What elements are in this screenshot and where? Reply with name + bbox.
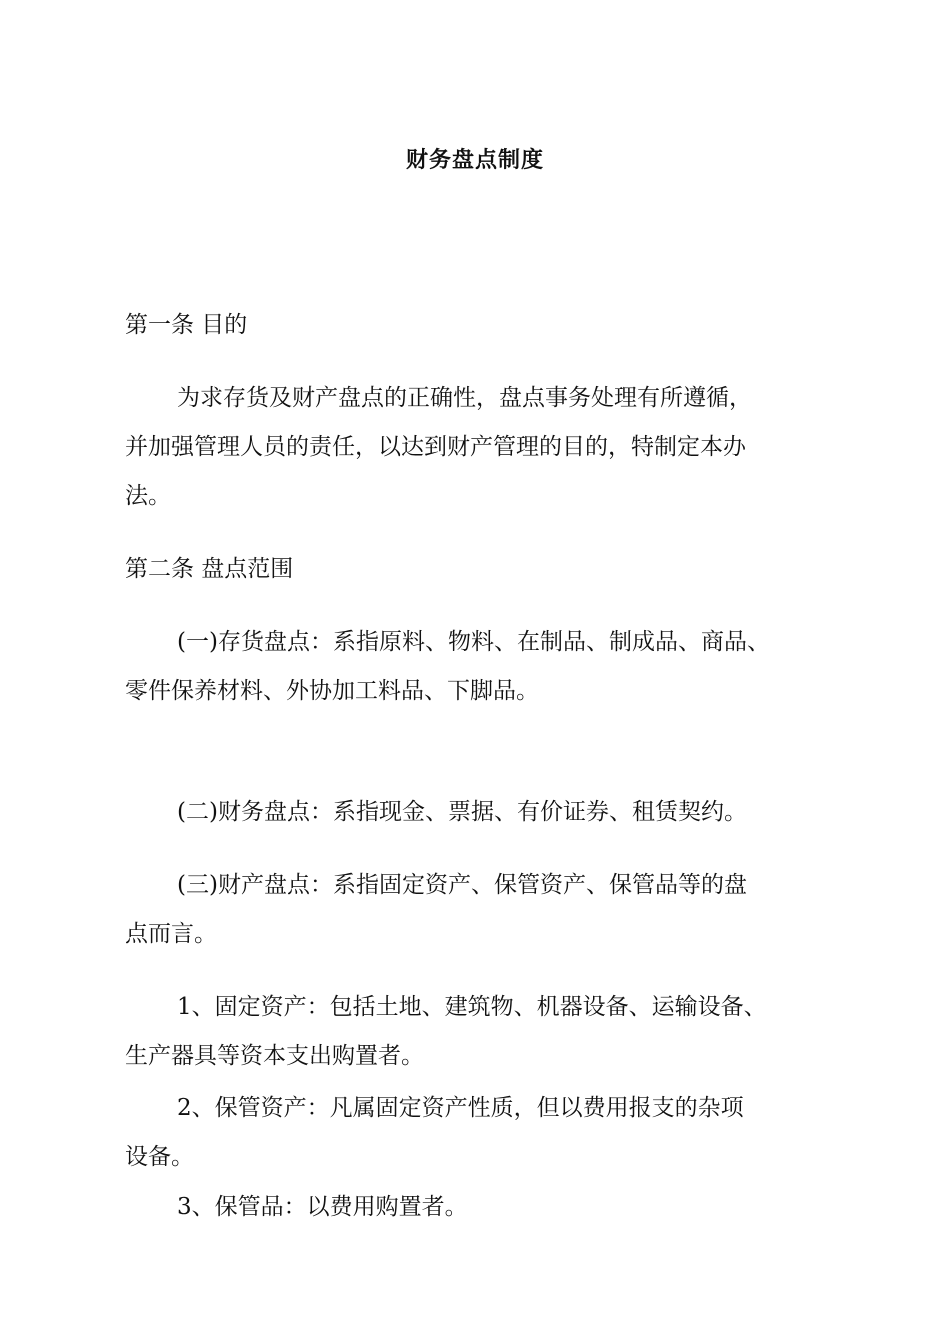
article-1-text-line-3: 法。 [125,483,171,509]
fixed-assets-line-1: 1、固定资产：包括土地、建筑物、机器设备、运输设备、 [177,994,767,1020]
property-count-line-1: (三)财产盘点：系指固定资产、保管资产、保管品等的盘 [177,872,747,898]
fixed-assets-line-2: 生产器具等资本支出购置者。 [125,1043,424,1069]
article-1-text-line-1: 为求存货及财产盘点的正确性，盘点事务处理有所遵循， [177,385,752,411]
financial-count-line: (二)财务盘点：系指现金、票据、有价证券、租赁契约。 [177,799,747,825]
custody-assets-line-1: 2、保管资产：凡属固定资产性质，但以费用报支的杂项 [177,1095,744,1121]
article-1-heading: 第一条 目的 [125,312,248,338]
custody-items-line: 3、保管品：以费用购置者。 [177,1194,468,1220]
inventory-count-line-2: 零件保养材料、外协加工料品、下脚品。 [125,678,539,704]
article-2-heading: 第二条 盘点范围 [125,556,294,582]
article-1-text-line-2: 并加强管理人员的责任，以达到财产管理的目的，特制定本办 [125,434,746,460]
custody-assets-line-2: 设备。 [125,1144,194,1170]
property-count-line-2: 点而言。 [125,921,217,947]
inventory-count-line-1: (一)存货盘点：系指原料、物料、在制品、制成品、商品、 [177,629,770,655]
document-title: 财务盘点制度 [405,148,544,173]
